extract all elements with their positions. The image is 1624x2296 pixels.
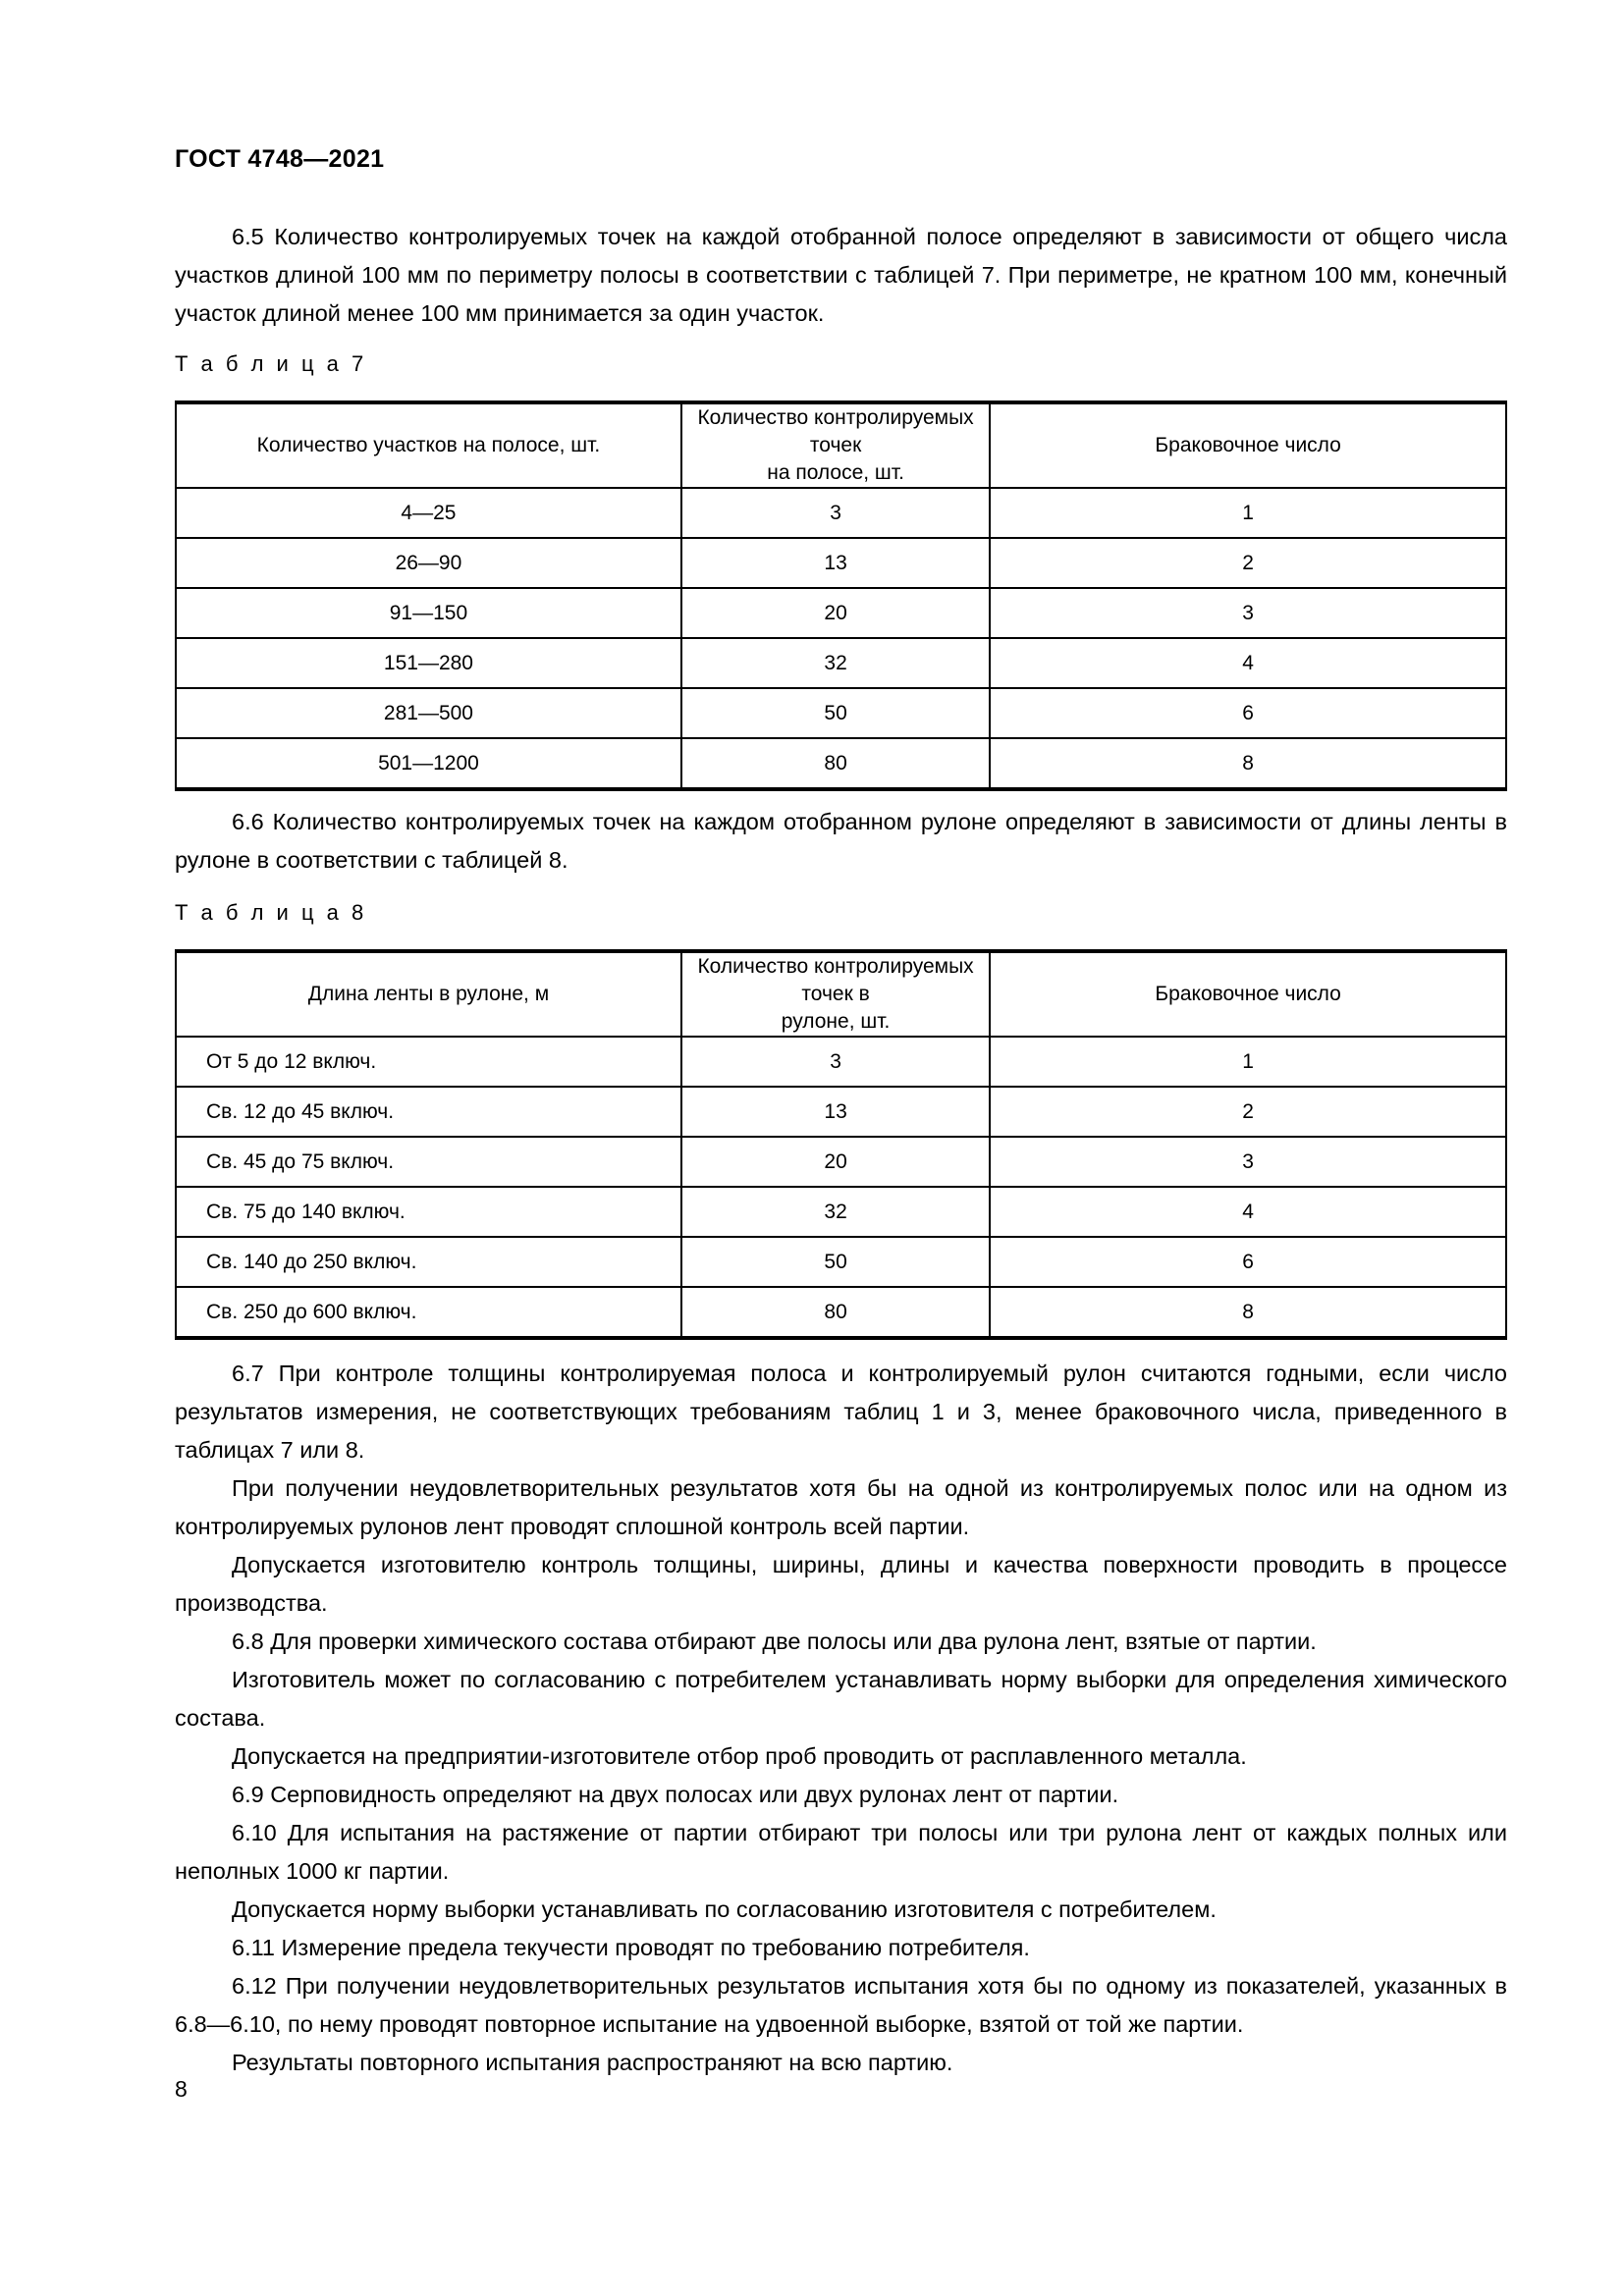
paragraph-6-12: 6.12 При получении неудовлетворительных результатов испытания хотя бы по одному из показателей, указанных в 6.8—6.10, по нему проводят повторное испытание на удвоенной выборке, взятой от той же партии. bbox=[175, 1973, 1507, 2037]
paragraph-6-7-b: При получении неудовлетворительных результатов хотя бы на одной из контролируемых полос или на одном из контролируемых рулонов лент проводят сплошной контроль всей партии. bbox=[175, 1475, 1507, 1539]
table-8-cell-points: 50 bbox=[681, 1237, 990, 1287]
table-8-cell-range: Св. 140 до 250 включ. bbox=[176, 1237, 681, 1287]
paragraph-6-10: 6.10 Для испытания на растяжение от партии отбирают три полосы или три рулона лент от каждых полных или неполных 1000 кг партии. bbox=[175, 1820, 1507, 1884]
table-7-cell-range: 4—25 bbox=[176, 488, 681, 538]
table-8-cell-points: 32 bbox=[681, 1187, 990, 1237]
table-7-header-col2 bbox=[681, 402, 990, 488]
table-row bbox=[176, 1137, 1506, 1187]
table-7-cell-points: 20 bbox=[681, 588, 990, 638]
table-8-head bbox=[176, 951, 1506, 1037]
table-8-cell-points: 3 bbox=[681, 1037, 990, 1087]
table-row bbox=[176, 1287, 1506, 1338]
table-8-header-col2 bbox=[681, 951, 990, 1037]
table-row bbox=[176, 538, 1506, 588]
table-7-header-col2-line1: Количество контролируемых точек bbox=[697, 406, 974, 456]
table-7-head bbox=[176, 402, 1506, 488]
table-8-header-col2-line1: Количество контролируемых точек в bbox=[697, 955, 974, 1005]
table-8-cell-points: 13 bbox=[681, 1087, 990, 1137]
paragraph-6-12-b: Результаты повторного испытания распространяют на всю партию. bbox=[232, 2050, 953, 2075]
table-7-cell-range: 91—150 bbox=[176, 588, 681, 638]
table-7 bbox=[175, 400, 1507, 791]
table-7-cell-defect: 4 bbox=[990, 638, 1506, 688]
clause-6-6-block bbox=[175, 803, 1507, 880]
clauses-6-7-to-6-12-block bbox=[175, 1355, 1507, 2082]
table-8-header-row bbox=[176, 951, 1506, 1037]
table-7-cell-points: 50 bbox=[681, 688, 990, 738]
table-7-caption: Т а б л и ц а 7 bbox=[175, 351, 367, 376]
table-8-cell-range: Св. 12 до 45 включ. bbox=[176, 1087, 681, 1137]
table-7-cell-points: 3 bbox=[681, 488, 990, 538]
table-row bbox=[176, 738, 1506, 789]
table-8-header-col2-line2: рулоне, шт. bbox=[781, 1010, 891, 1033]
page-number: 8 bbox=[175, 2076, 188, 2102]
table-8-cell-defect: 1 bbox=[990, 1037, 1506, 1087]
table-7-header-col1: Количество участков на полосе, шт. bbox=[176, 402, 681, 488]
paragraph-6-8-c: Допускается на предприятии-изготовителе отбор проб проводить от расплавленного металла. bbox=[232, 1743, 1247, 1769]
table-7-cell-defect: 8 bbox=[990, 738, 1506, 789]
table-8-cell-range: Св. 75 до 140 включ. bbox=[176, 1187, 681, 1237]
table-7-cell-defect: 1 bbox=[990, 488, 1506, 538]
table-8-body bbox=[176, 1037, 1506, 1338]
table-7-cell-defect: 2 bbox=[990, 538, 1506, 588]
paragraph-6-6: 6.6 Количество контролируемых точек на каждом отобранном рулоне определяют в зависимости от длины ленты в рулоне в соответствии с таблицей 8. bbox=[175, 809, 1507, 873]
paragraph-6-9: 6.9 Серповидность определяют на двух полосах или двух рулонах лент от партии. bbox=[232, 1782, 1119, 1807]
table-7-cell-points: 13 bbox=[681, 538, 990, 588]
table-8-cell-points: 80 bbox=[681, 1287, 990, 1338]
table-8-cell-points: 20 bbox=[681, 1137, 990, 1187]
paragraph-6-8-b: Изготовитель может по согласованию с потребителем устанавливать норму выборки для определения химического состава. bbox=[175, 1667, 1507, 1731]
table-8-cell-defect: 3 bbox=[990, 1137, 1506, 1187]
table-row bbox=[176, 1187, 1506, 1237]
table-row bbox=[176, 638, 1506, 688]
page-running-header: ГОСТ 4748—2021 bbox=[175, 145, 385, 173]
table-row bbox=[176, 488, 1506, 538]
table-row bbox=[176, 588, 1506, 638]
table-8-cell-defect: 4 bbox=[990, 1187, 1506, 1237]
table-8-cell-range: От 5 до 12 включ. bbox=[176, 1037, 681, 1087]
table-7-body bbox=[176, 488, 1506, 789]
table-7-cell-range: 281—500 bbox=[176, 688, 681, 738]
table-8-cell-defect: 8 bbox=[990, 1287, 1506, 1338]
clause-6-5-block bbox=[175, 218, 1507, 333]
table-7-header-col3: Браковочное число bbox=[990, 402, 1506, 488]
table-7-cell-range: 151—280 bbox=[176, 638, 681, 688]
table-8-cell-defect: 6 bbox=[990, 1237, 1506, 1287]
table-row bbox=[176, 1037, 1506, 1087]
paragraph-6-7: 6.7 При контроле толщины контролируемая полоса и контролируемый рулон считаются годными, если число результатов измерения, не соответствующих требованиям таблиц 1 и 3, менее браковочного числа, приведенного в таблицах 7 или 8. bbox=[175, 1361, 1507, 1463]
paragraph-6-10-b: Допускается норму выборки устанавливать по согласованию изготовителя с потребителем. bbox=[232, 1896, 1217, 1922]
paragraph-6-5: 6.5 Количество контролируемых точек на каждой отобранной полосе определяют в зависимости от общего числа участков длиной 100 мм по периметру полосы в соответствии с таблицей 7. При периметре, не кратном 100 мм, конечный участок длиной менее 100 мм принимается за один участок. bbox=[175, 224, 1507, 326]
table-row bbox=[176, 688, 1506, 738]
table-8-caption: Т а б л и ц а 8 bbox=[175, 900, 367, 925]
paragraph-6-8: 6.8 Для проверки химического состава отбирают две полосы или два рулона лент, взятые от партии. bbox=[232, 1629, 1317, 1654]
table-7-cell-defect: 3 bbox=[990, 588, 1506, 638]
table-7-cell-points: 32 bbox=[681, 638, 990, 688]
table-7-cell-range: 501—1200 bbox=[176, 738, 681, 789]
table-row bbox=[176, 1087, 1506, 1137]
table-8-cell-defect: 2 bbox=[990, 1087, 1506, 1137]
table-8-cell-range: Св. 45 до 75 включ. bbox=[176, 1137, 681, 1187]
table-7-cell-range: 26—90 bbox=[176, 538, 681, 588]
table-8-header-col3: Браковочное число bbox=[990, 951, 1506, 1037]
table-7-header-col2-line2: на полосе, шт. bbox=[767, 461, 904, 484]
table-8 bbox=[175, 949, 1507, 1340]
paragraph-6-11: 6.11 Измерение предела текучести проводят по требованию потребителя. bbox=[232, 1935, 1030, 1960]
table-7-cell-defect: 6 bbox=[990, 688, 1506, 738]
paragraph-6-7-c: Допускается изготовителю контроль толщины, ширины, длины и качества поверхности проводить в процессе производства. bbox=[175, 1552, 1507, 1616]
table-8-cell-range: Св. 250 до 600 включ. bbox=[176, 1287, 681, 1338]
table-8-header-col1: Длина ленты в рулоне, м bbox=[176, 951, 681, 1037]
table-row bbox=[176, 1237, 1506, 1287]
table-7-header-row bbox=[176, 402, 1506, 488]
table-7-cell-points: 80 bbox=[681, 738, 990, 789]
